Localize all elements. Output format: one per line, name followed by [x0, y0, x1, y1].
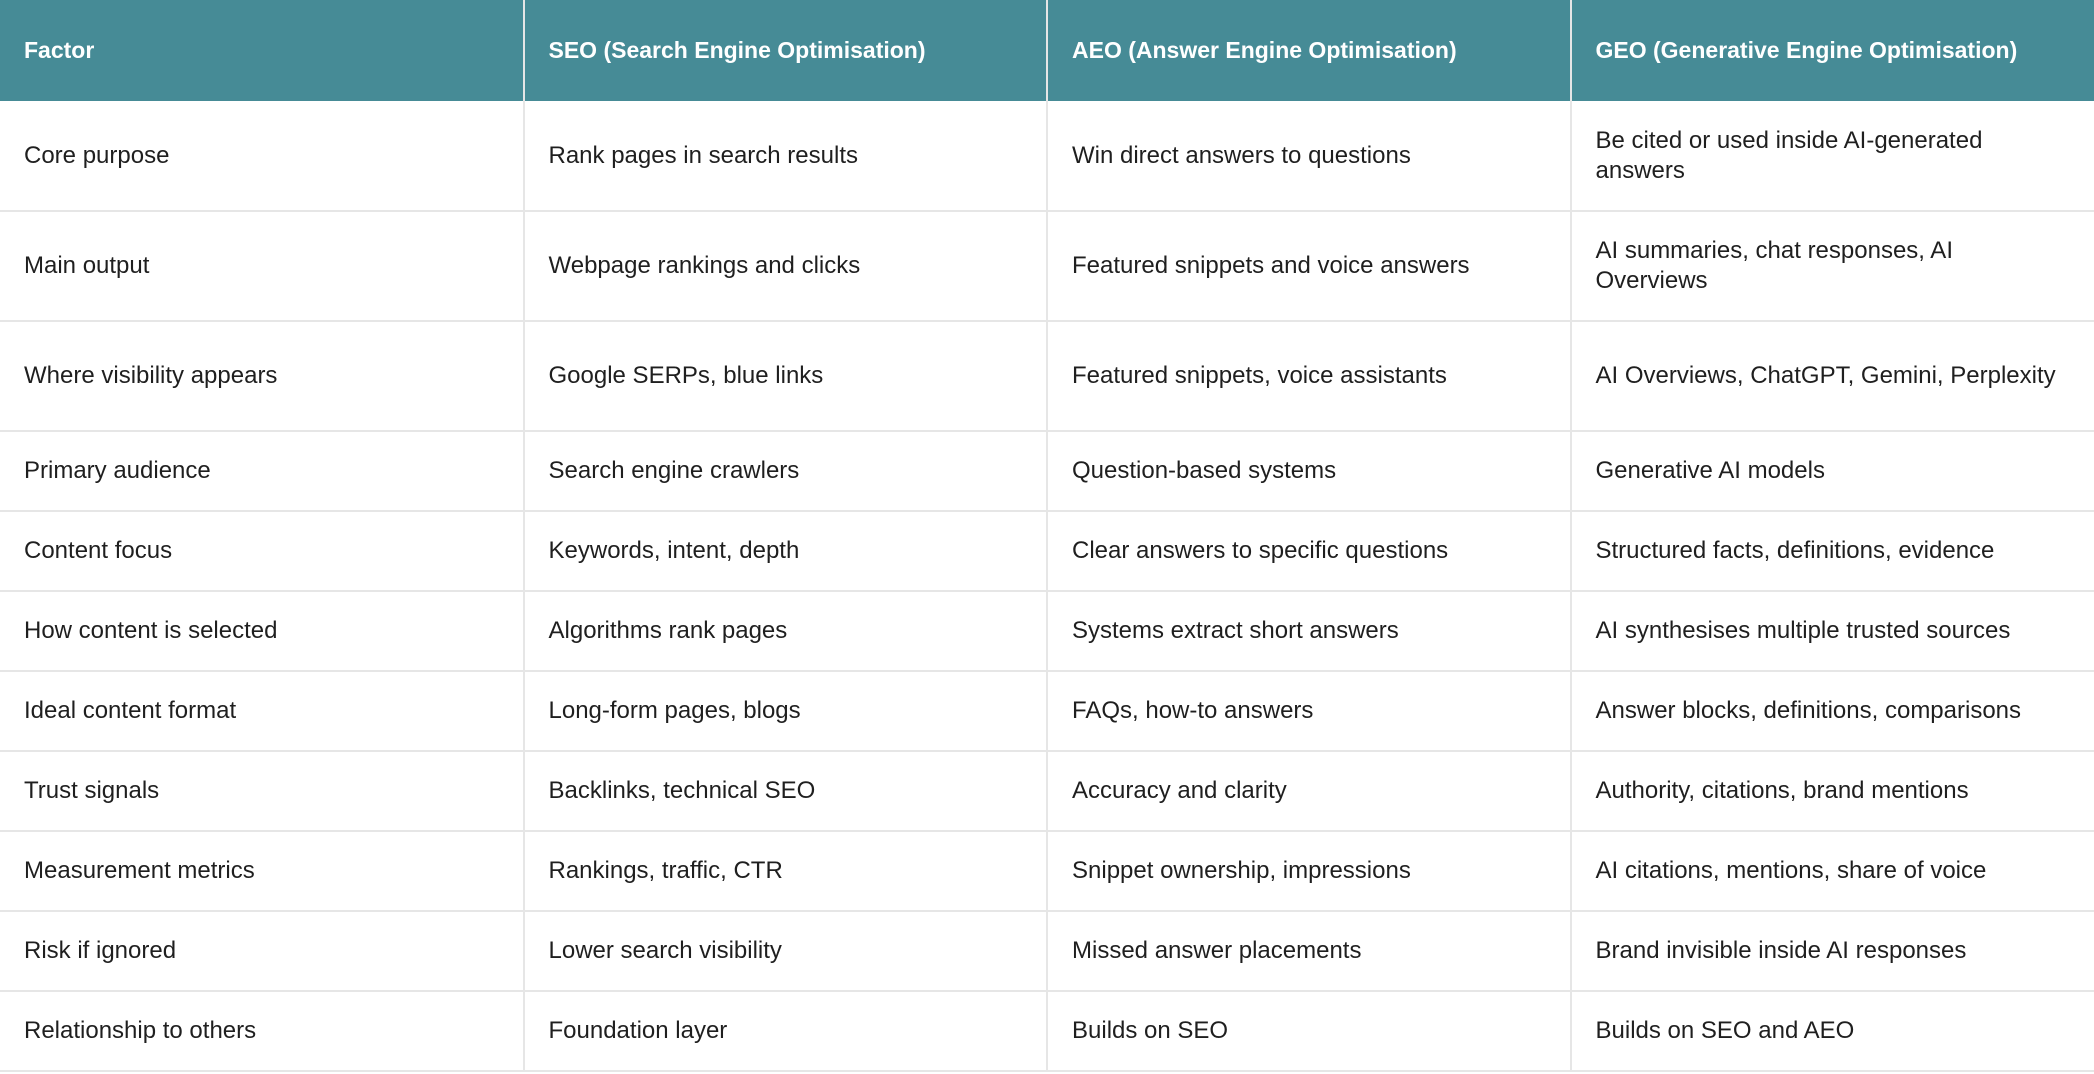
header-seo: SEO (Search Engine Optimisation) — [524, 0, 1048, 101]
table-row — [0, 211, 2094, 321]
header-geo: GEO (Generative Engine Optimisation) — [1571, 0, 2094, 101]
geo-cell: AI synthesises multiple trusted sources — [1571, 591, 2094, 671]
table-row — [0, 431, 2094, 511]
seo-cell: Webpage rankings and clicks — [524, 211, 1048, 321]
table-row — [0, 991, 2094, 1071]
aeo-cell: Accuracy and clarity — [1047, 751, 1571, 831]
geo-cell: AI citations, mentions, share of voice — [1571, 831, 2094, 911]
geo-cell: Authority, citations, brand mentions — [1571, 751, 2094, 831]
table-row — [0, 671, 2094, 751]
table-row — [0, 511, 2094, 591]
seo-cell: Algorithms rank pages — [524, 591, 1048, 671]
factor-cell: Ideal content format — [0, 671, 524, 751]
table-row — [0, 911, 2094, 991]
table-row — [0, 751, 2094, 831]
seo-cell: Search engine crawlers — [524, 431, 1048, 511]
geo-cell: Generative AI models — [1571, 431, 2094, 511]
header-factor: Factor — [0, 0, 524, 101]
geo-cell: Be cited or used inside AI-generated answers — [1571, 101, 2094, 211]
seo-cell: Lower search visibility — [524, 911, 1048, 991]
geo-cell: Builds on SEO and AEO — [1571, 991, 2094, 1071]
aeo-cell: Missed answer placements — [1047, 911, 1571, 991]
factor-cell: Trust signals — [0, 751, 524, 831]
aeo-cell: Featured snippets, voice assistants — [1047, 321, 1571, 431]
factor-cell: Primary audience — [0, 431, 524, 511]
table-header-row — [0, 0, 2094, 101]
geo-cell: AI Overviews, ChatGPT, Gemini, Perplexity — [1571, 321, 2094, 431]
aeo-cell: Clear answers to specific questions — [1047, 511, 1571, 591]
seo-cell: Google SERPs, blue links — [524, 321, 1048, 431]
header-aeo: AEO (Answer Engine Optimisation) — [1047, 0, 1571, 101]
table-row — [0, 831, 2094, 911]
factor-cell: Content focus — [0, 511, 524, 591]
table-row — [0, 321, 2094, 431]
aeo-cell: Win direct answers to questions — [1047, 101, 1571, 211]
seo-cell: Long-form pages, blogs — [524, 671, 1048, 751]
geo-cell: Structured facts, definitions, evidence — [1571, 511, 2094, 591]
aeo-cell: Systems extract short answers — [1047, 591, 1571, 671]
table-row — [0, 591, 2094, 671]
seo-cell: Backlinks, technical SEO — [524, 751, 1048, 831]
aeo-cell: Snippet ownership, impressions — [1047, 831, 1571, 911]
factor-cell: Where visibility appears — [0, 321, 524, 431]
seo-cell: Keywords, intent, depth — [524, 511, 1048, 591]
geo-cell: Brand invisible inside AI responses — [1571, 911, 2094, 991]
factor-cell: Main output — [0, 211, 524, 321]
factor-cell: Risk if ignored — [0, 911, 524, 991]
factor-cell: Measurement metrics — [0, 831, 524, 911]
table-row — [0, 101, 2094, 211]
factor-cell: Relationship to others — [0, 991, 524, 1071]
geo-cell: Answer blocks, definitions, comparisons — [1571, 671, 2094, 751]
aeo-cell: Featured snippets and voice answers — [1047, 211, 1571, 321]
geo-cell: AI summaries, chat responses, AI Overviews — [1571, 211, 2094, 321]
seo-cell: Rank pages in search results — [524, 101, 1048, 211]
factor-cell: Core purpose — [0, 101, 524, 211]
aeo-cell: Question-based systems — [1047, 431, 1571, 511]
aeo-cell: Builds on SEO — [1047, 991, 1571, 1071]
seo-cell: Foundation layer — [524, 991, 1048, 1071]
aeo-cell: FAQs, how-to answers — [1047, 671, 1571, 751]
seo-cell: Rankings, traffic, CTR — [524, 831, 1048, 911]
factor-cell: How content is selected — [0, 591, 524, 671]
